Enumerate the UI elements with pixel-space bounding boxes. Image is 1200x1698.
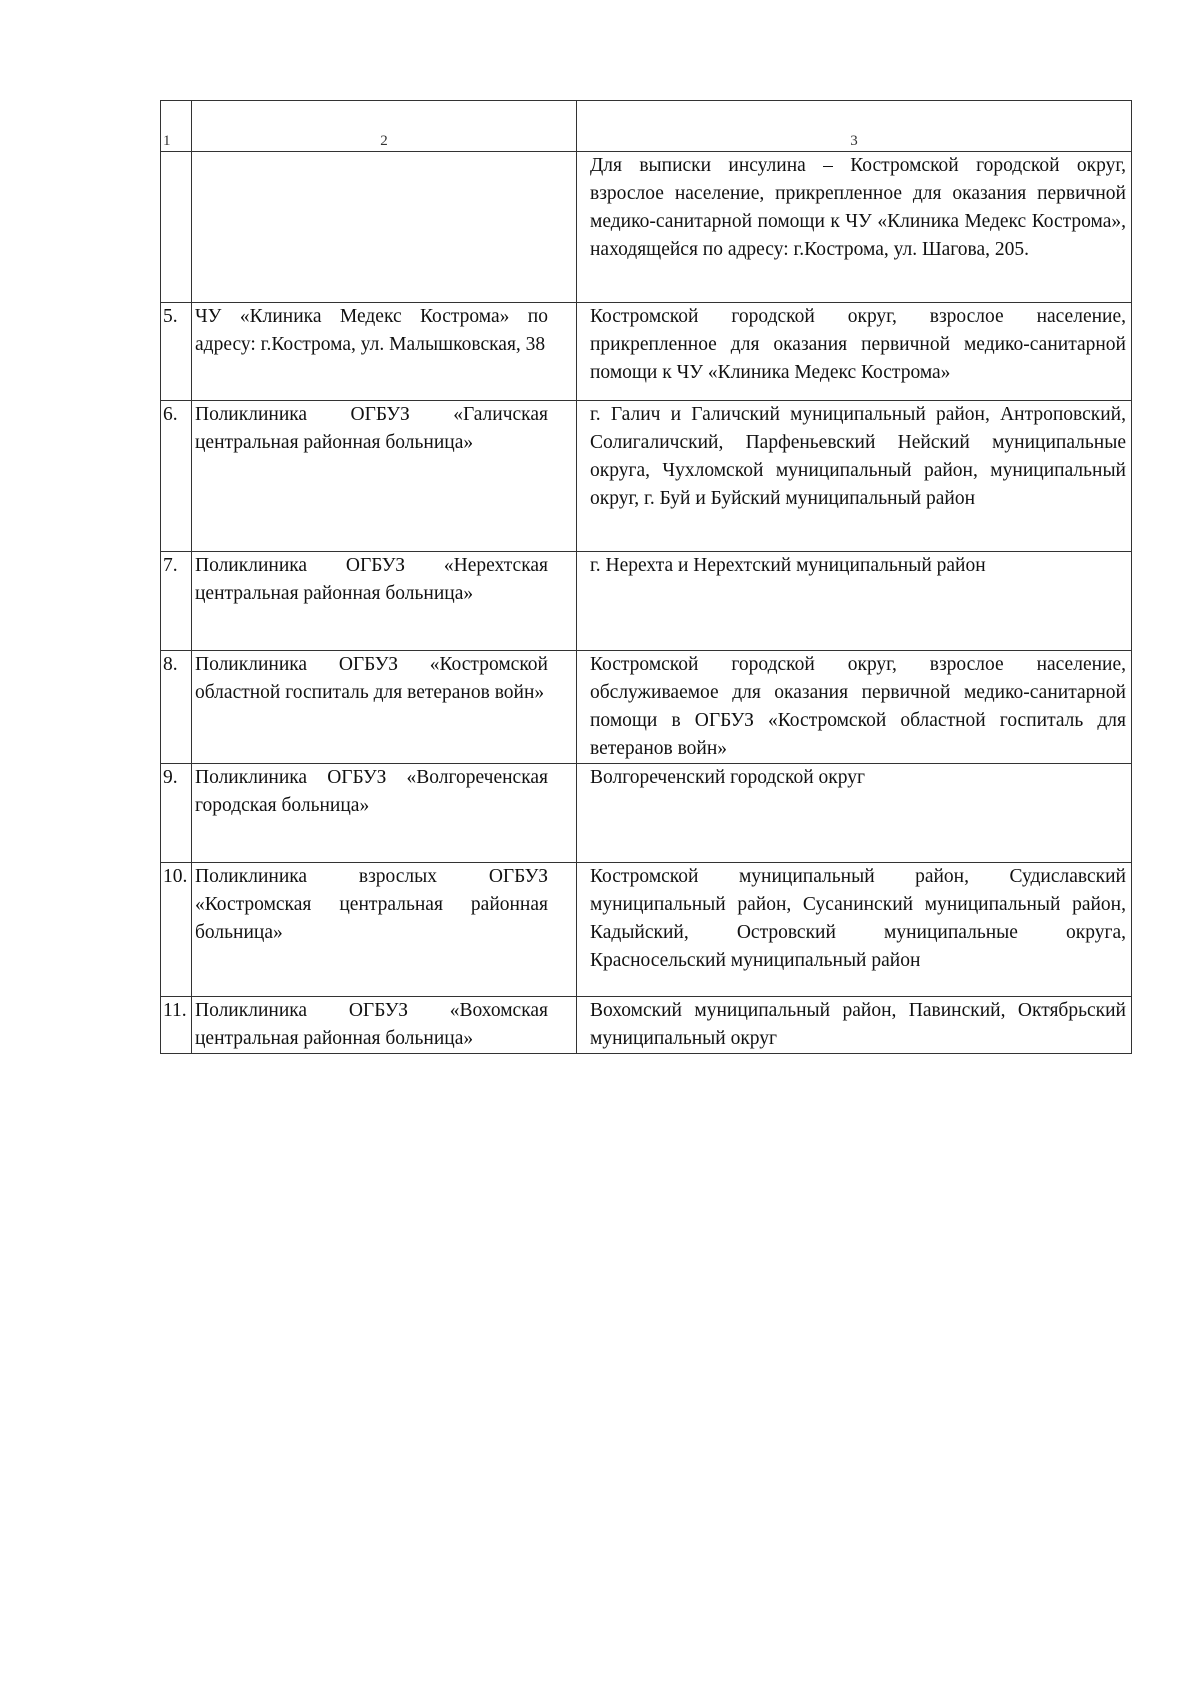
institution-name: Поликлиника ОГБУЗ «Галичская центральная районная больница»	[192, 401, 577, 552]
row-number: 7.	[161, 552, 192, 651]
service-area: Для выписки инсулина – Костромской городской округ, взрослое население, прикрепленное для оказания первичной медико-санитарной помощи к ЧУ «Клиника Медекс Кострома», находящейся по адресу: г.Кострома, ул. Шагова, 205.	[577, 152, 1132, 303]
header-cell-3: 3	[577, 101, 1132, 152]
row-number: 11.	[161, 997, 192, 1054]
row-number: 10.	[161, 863, 192, 997]
institution-name: Поликлиника ОГБУЗ «Вохомская центральная районная больница»	[192, 997, 577, 1054]
document-table	[160, 100, 1132, 1054]
service-area: Костромской городской округ, взрослое население, прикрепленное для оказания первичной медико-санитарной помощи к ЧУ «Клиника Медекс Кострома»	[577, 303, 1132, 401]
institution-name: ЧУ «Клиника Медекс Кострома» по адресу: г.Кострома, ул. Малышковская, 38	[192, 303, 577, 401]
institution-name: Поликлиника взрослых ОГБУЗ «Костромская центральная районная больница»	[192, 863, 577, 997]
row-number: 9.	[161, 764, 192, 863]
service-area: г. Нерехта и Нерехтский муниципальный район	[577, 552, 1132, 651]
table-header-row	[161, 101, 1132, 152]
table-row	[161, 863, 1132, 997]
institution-name: Поликлиника ОГБУЗ «Волгореченская городская больница»	[192, 764, 577, 863]
service-area: г. Галич и Галичский муниципальный район, Антроповский, Солигаличский, Парфеньевский Нейский муниципальные округа, Чухломской муниципальный район, муниципальный округ, г. Буй и Буйский муниципальный район	[577, 401, 1132, 552]
table-row	[161, 552, 1132, 651]
service-area: Вохомский муниципальный район, Павинский, Октябрьский муниципальный округ	[577, 997, 1132, 1054]
table-row	[161, 303, 1132, 401]
header-cell-1: 1	[161, 101, 192, 152]
service-area: Волгореченский городской округ	[577, 764, 1132, 863]
table-row	[161, 152, 1132, 303]
table-row	[161, 764, 1132, 863]
row-number: 8.	[161, 651, 192, 764]
service-area: Костромской муниципальный район, Судиславский муниципальный район, Сусанинский муниципальный район, Кадыйский, Островский муниципальные округа, Красносельский муниципальный район	[577, 863, 1132, 997]
row-number	[161, 152, 192, 303]
header-cell-2: 2	[192, 101, 577, 152]
row-number: 6.	[161, 401, 192, 552]
institution-name: Поликлиника ОГБУЗ «Нерехтская центральная районная больница»	[192, 552, 577, 651]
table-row	[161, 997, 1132, 1054]
service-area: Костромской городской округ, взрослое население, обслуживаемое для оказания первичной медико-санитарной помощи в ОГБУЗ «Костромской областной госпиталь для ветеранов войн»	[577, 651, 1132, 764]
institution-name	[192, 152, 577, 303]
table-row	[161, 651, 1132, 764]
row-number: 5.	[161, 303, 192, 401]
institution-name: Поликлиника ОГБУЗ «Костромской областной госпиталь для ветеранов войн»	[192, 651, 577, 764]
table-row	[161, 401, 1132, 552]
